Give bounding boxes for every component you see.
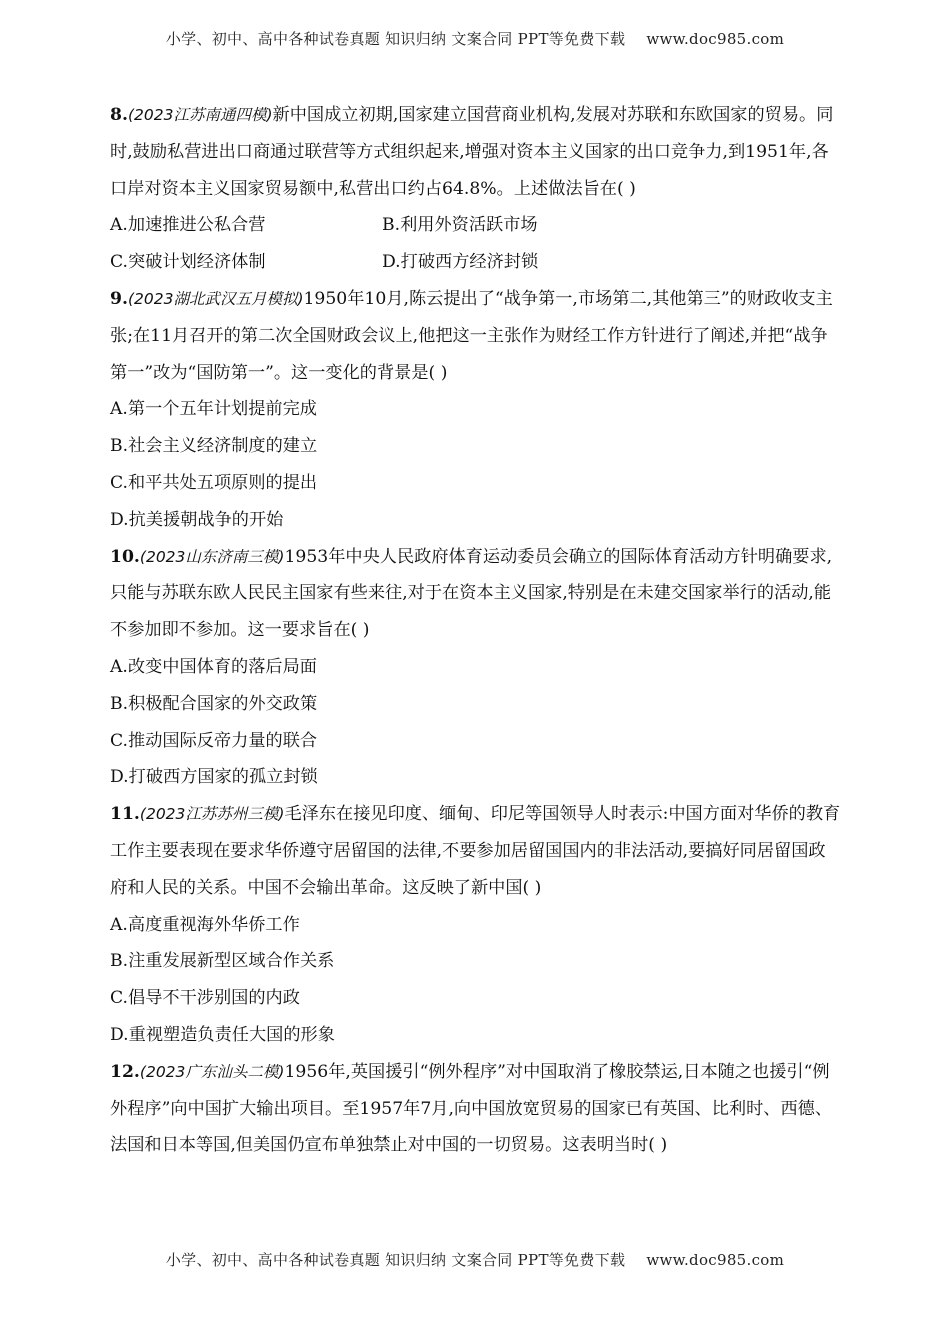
footer-url[interactable]: www.doc985.com [646,1251,785,1269]
question-number: 8. [110,105,128,125]
question-stem [110,281,842,391]
question-10 [110,539,842,797]
question-source: (2023江苏苏州三模) [139,805,285,824]
option-c: C.倡导不干涉别国的内政 [110,988,300,1009]
question-number: 12. [110,1061,140,1082]
option-c: C.突破计划经济体制 [110,252,266,273]
option-a: A.改变中国体育的落后局面 [110,656,317,677]
option-b: B.注重发展新型区域合作关系 [110,951,335,972]
option-b: B.利用外资活跃市场 [382,215,538,236]
option-b: B.积极配合国家的外交政策 [110,693,318,714]
option-c: C.推动国际反帝力量的联合 [110,730,318,751]
question-number: 11. [110,804,140,825]
question-source: (2023江苏南通四模) [127,106,273,124]
question-text: 新中国成立初期,国家建立国营商业机构,发展对苏联和东欧国家的贸易。同时,鼓励私营进出口商通过联营等方式组织起来,增强对资本主义国家的出口竞争力,到1951年,各口岸对资本主义国家贸易额中,私营出口约占64.8%。上述做法旨在( ) [110,105,834,199]
question-list [110,97,842,1164]
option-a: A.高度重视海外华侨工作 [110,914,300,935]
question-stem [110,1054,842,1164]
page-header [0,28,950,49]
option-d: D.打破西方经济封锁 [382,252,539,273]
option-b: B.社会主义经济制度的建立 [110,436,318,457]
question-number: 9. [110,288,128,309]
option-row [110,244,842,281]
question-8 [110,97,842,281]
option-d: D.打破西方国家的孤立封锁 [110,767,318,788]
question-text: 1953年中央人民政府体育运动委员会确立的国际体育活动方针明确要求,只能与苏联东欧人民民主国家有些来往,对于在资本主义国家,特别是在未建交国家举行的活动,能不参加即不参加。这一要求旨在( ) [110,546,833,641]
question-stem [110,97,842,207]
footer-text: 小学、初中、高中各种试卷真题 知识归纳 文案合同 PPT等免费下载 [165,1251,626,1269]
page-footer [0,1249,950,1270]
option-a: A.加速推进公私合营 [110,215,266,236]
question-12 [110,1054,842,1164]
question-11 [110,796,842,1054]
option-row [110,207,842,244]
question-stem [110,539,842,649]
question-source: (2023广东汕头二模) [139,1062,285,1081]
header-url[interactable]: www.doc985.com [646,30,785,48]
question-source: (2023山东济南三模) [139,547,285,566]
question-text: 1956年,英国援引“例外程序”对中国取消了橡胶禁运,日本随之也援引“例外程序”向中国扩大输出项目。至1957年7月,向中国放宽贸易的国家已有英国、比利时、西德、法国和日本等国,但美国仍宣布单独禁止对中国的一切贸易。这表明当时( ) [110,1061,833,1156]
question-stem [110,796,842,906]
option-d: D.重视塑造负责任大国的形象 [110,1024,335,1045]
option-a: A.第一个五年计划提前完成 [110,399,317,420]
question-text: 毛泽东在接见印度、缅甸、印尼等国领导人时表示:中国方面对华侨的教育工作主要表现在要求华侨遵守居留国的法律,不要参加居留国国内的非法活动,要搞好同居留国政府和人民的关系。中国不会输出革命。这反映了新中国( ) [110,804,841,898]
option-c: C.和平共处五项原则的提出 [110,472,318,493]
question-source: (2023湖北武汉五月模拟) [127,289,304,308]
question-number: 10. [110,546,140,567]
option-d: D.抗美援朝战争的开始 [110,509,284,530]
header-text: 小学、初中、高中各种试卷真题 知识归纳 文案合同 PPT等免费下载 [165,30,626,48]
question-9 [110,281,842,539]
question-text: 1950年10月,陈云提出了“战争第一,市场第二,其他第三”的财政收支主张;在11月召开的第二次全国财政会议上,他把这一主张作为财经工作方针进行了阐述,并把“战争第一”改为“国防第一”。这一变化的背景是( ) [110,288,833,383]
